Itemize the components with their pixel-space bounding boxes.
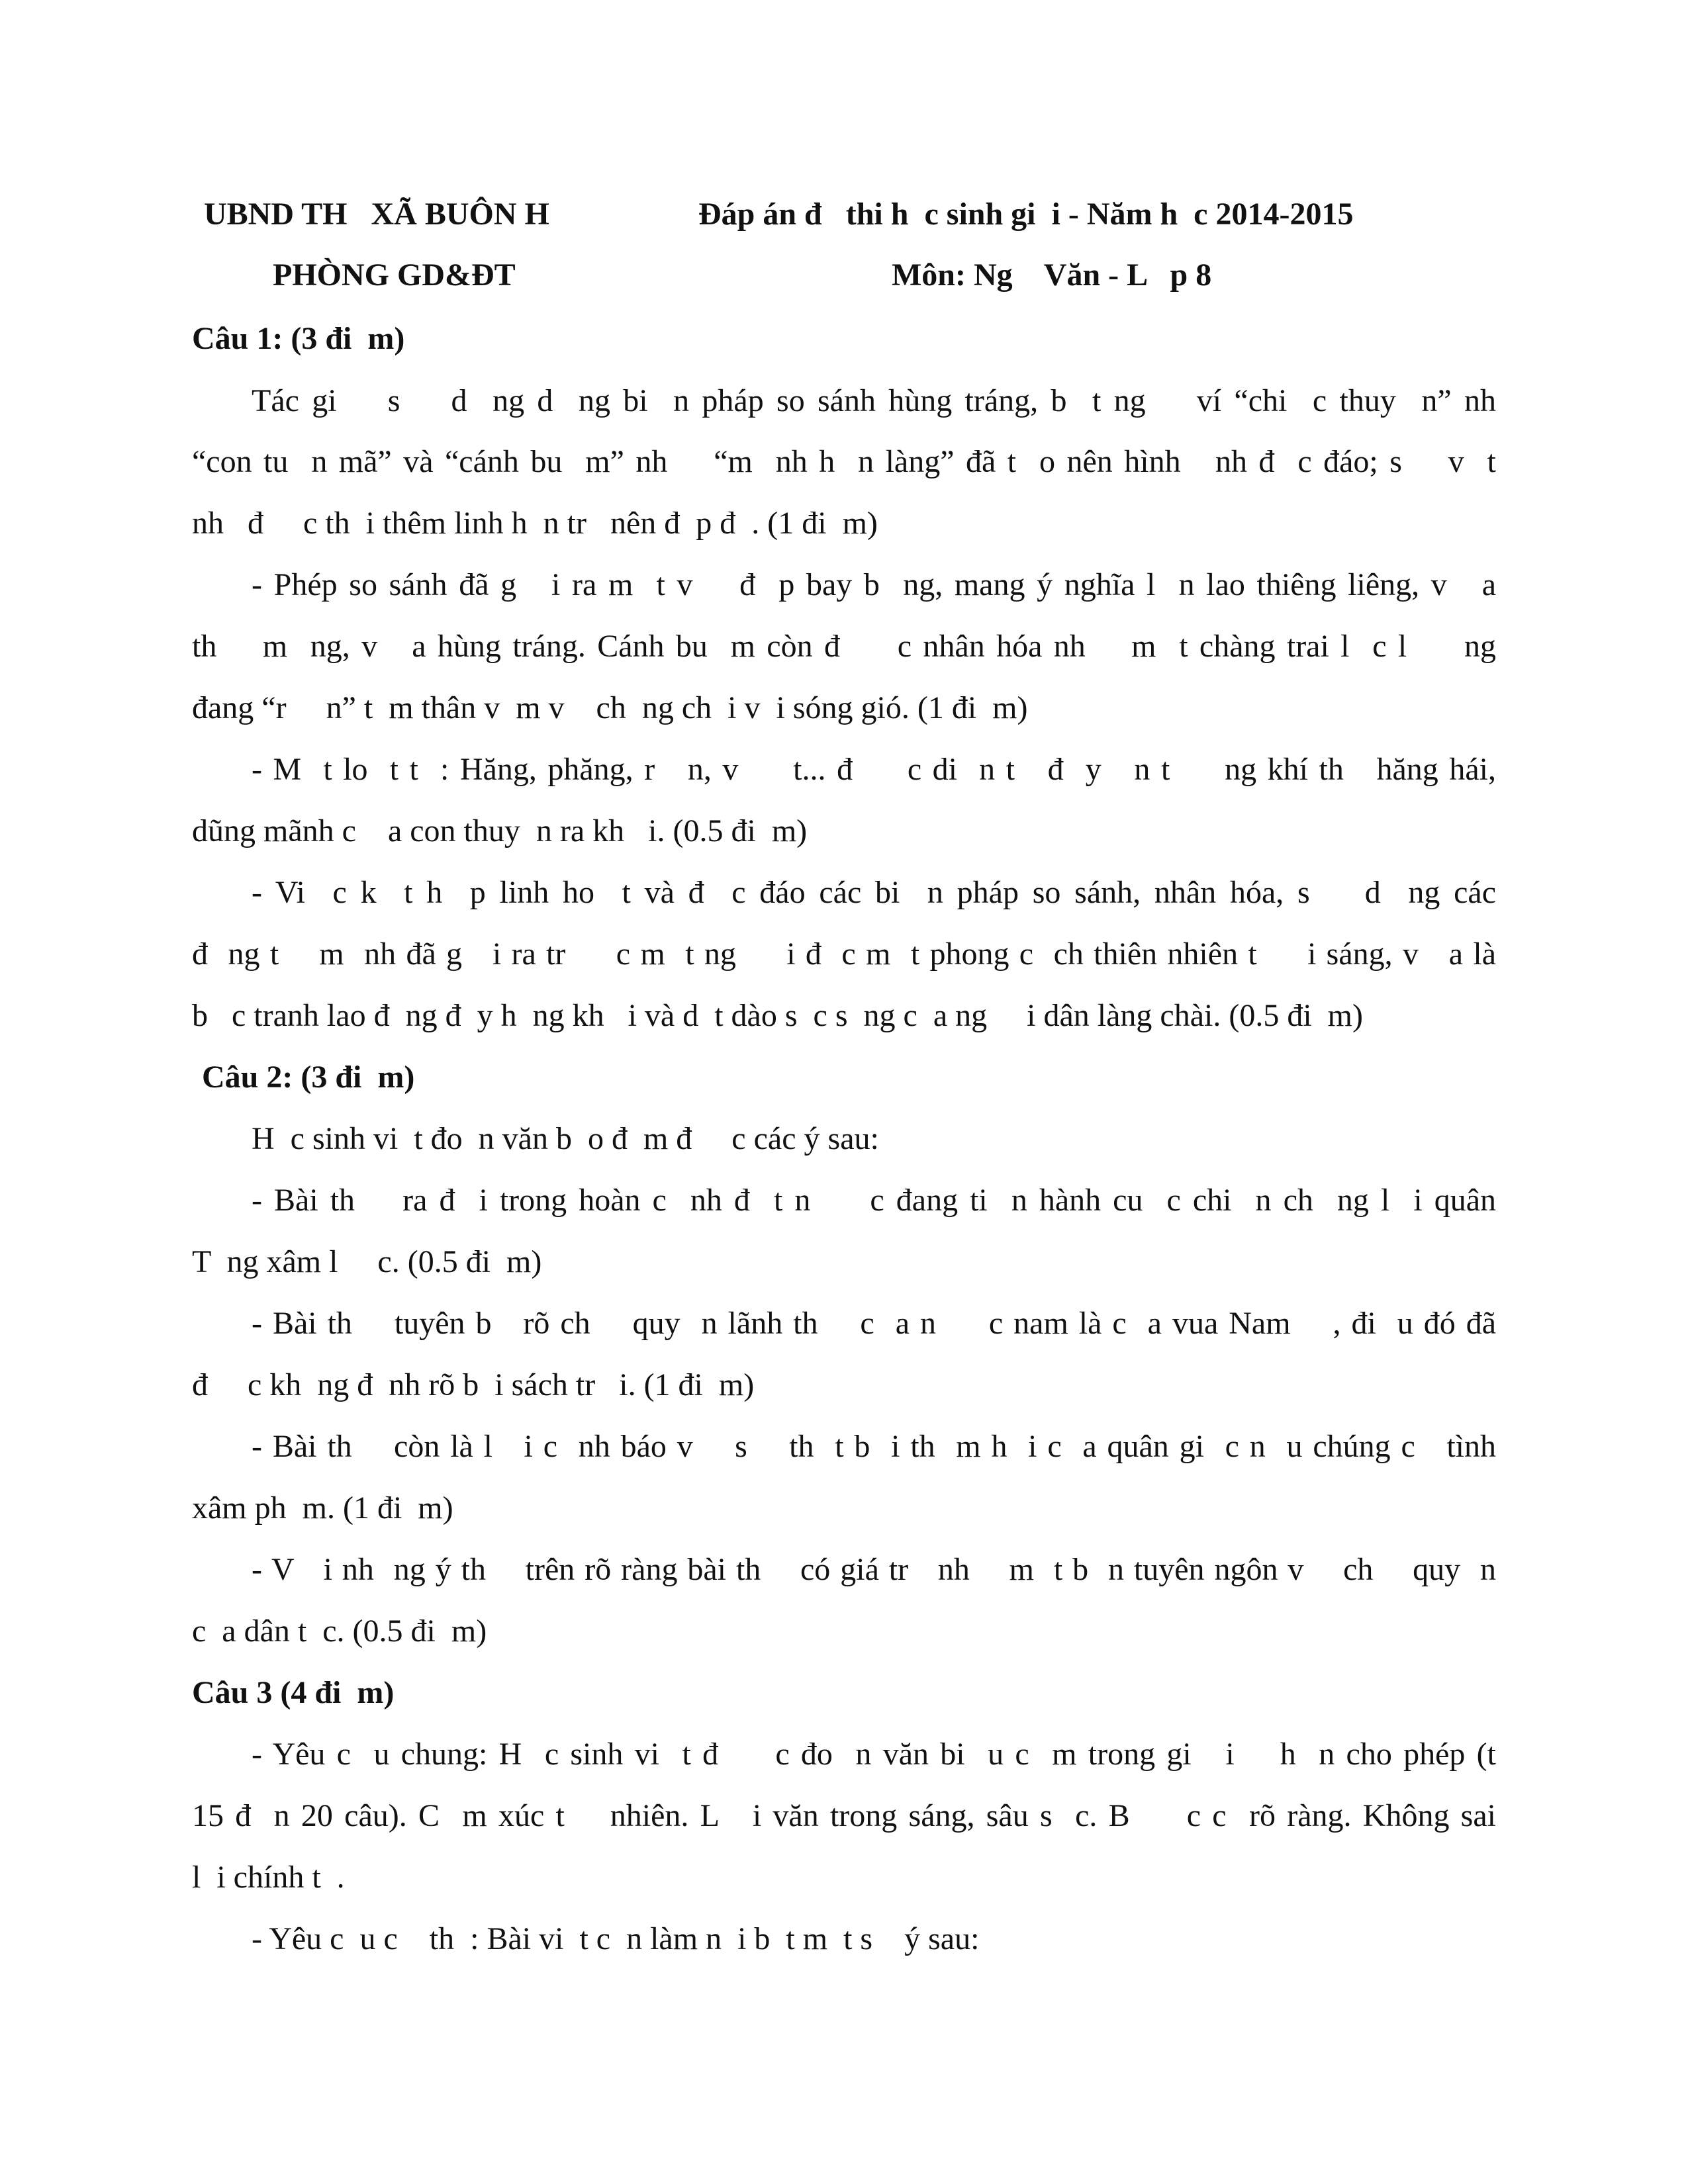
cau2-heading: Câu 2: (3 đi m) <box>202 1060 415 1095</box>
header-right-line1: Đáp án đ thi h c sinh gi i - Năm h c 2014-2015 <box>698 197 1354 232</box>
cau1-heading: Câu 1: (3 đi m) <box>192 321 405 356</box>
cau2-line: - Bài th ra đ i trong hoàn c nh đ t n c đang ti n hành cu c chi n ch ng l i quân <box>252 1183 1496 1218</box>
header-right-line2: Môn: Ng Văn - L p 8 <box>892 257 1212 293</box>
cau2-line: - Bài th tuyên b rõ ch quy n lãnh th c a n c nam là c a vua Nam , đi u đó đã <box>252 1306 1496 1341</box>
cau1-line: đ ng t m nh đã g i ra tr c m t ng i đ c m t phong c ch thiên nhiên t i sáng, v a là <box>192 936 1496 972</box>
cau1-line: th m ng, v a hùng tráng. Cánh bu m còn đ c nhân hóa nh m t chàng trai l c l ng <box>192 629 1496 664</box>
cau2-line: c a dân t c. (0.5 đi m) <box>192 1614 487 1649</box>
cau1-line: dũng mãnh c a con thuy n ra kh i. (0.5 đi m) <box>192 813 808 848</box>
cau2-line: - Bài th còn là l i c nh báo v s th t b i th m h i c a quân gi c n u chúng c tình <box>252 1429 1496 1464</box>
cau3-line: 15 đ n 20 câu). C m xúc t nhiên. L i văn trong sáng, sâu s c. B c c rõ ràng. Không sai <box>192 1798 1496 1833</box>
header-left-line1: UBND TH XÃ BUÔN H <box>204 197 549 232</box>
header-left-line2: PHÒNG GD&ĐT <box>273 257 516 293</box>
cau2-line: - V i nh ng ý th trên rõ ràng bài th có giá tr nh m t b n tuyên ngôn v ch quy n <box>252 1552 1496 1587</box>
cau3-heading: Câu 3 (4 đi m) <box>192 1675 395 1710</box>
cau1-line: - M t lo t t : Hăng, phăng, r n, v t... đ c di n t đ y n t ng khí th hăng hái, <box>252 752 1496 787</box>
cau2-line: xâm ph m. (1 đi m) <box>192 1490 453 1525</box>
cau2-line: đ c kh ng đ nh rõ b i sách tr i. (1 đi m) <box>192 1367 755 1402</box>
cau1-line: - Phép so sánh đã g i ra m t v đ p bay b ng, mang ý nghĩa l n lao thiêng liêng, v a <box>252 567 1496 602</box>
cau3-line: l i chính t . <box>192 1860 345 1895</box>
cau1-line: b c tranh lao đ ng đ y h ng kh i và d t dào s c s ng c a ng i dân làng chài. (0.5 đi m) <box>192 998 1363 1033</box>
cau1-line: đang “r n” t m thân v m v ch ng ch i v i sóng gió. (1 đi m) <box>192 690 1028 725</box>
cau3-line: - Yêu c u chung: H c sinh vi t đ c đo n văn bi u c m trong gi i h n cho phép (t <box>252 1737 1496 1772</box>
cau1-line: “con tu n mã” và “cánh bu m” nh “m nh h n làng” đã t o nên hình nh đ c đáo; s v t <box>192 444 1496 479</box>
cau1-line: - Vi c k t h p linh ho t và đ c đáo các bi n pháp so sánh, nhân hóa, s d ng các <box>252 875 1496 910</box>
cau3-line: - Yêu c u c th : Bài vi t c n làm n i b t m t s ý sau: <box>252 1921 980 1956</box>
cau2-line: H c sinh vi t đo n văn b o đ m đ c các ý sau: <box>252 1121 879 1156</box>
cau1-line: Tác gi s d ng d ng bi n pháp so sánh hùng tráng, b t ng ví “chi c thuy n” nh <box>252 383 1496 418</box>
cau2-line: T ng xâm l c. (0.5 đi m) <box>192 1244 542 1279</box>
cau1-line: nh đ c th i thêm linh h n tr nên đ p đ . (1 đi m) <box>192 506 878 541</box>
